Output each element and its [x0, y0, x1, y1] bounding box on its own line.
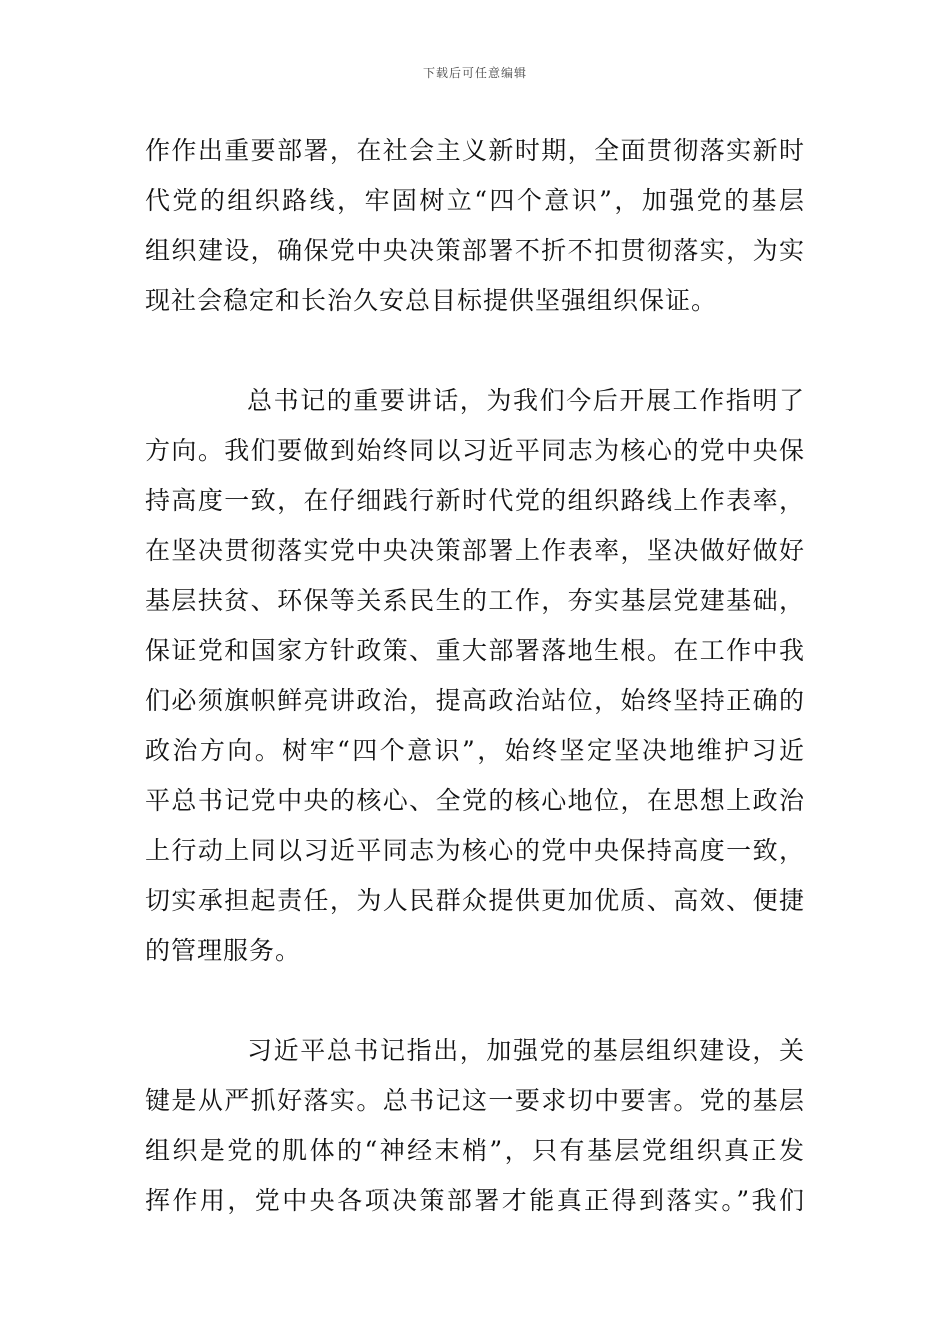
- text-line: 在坚决贯彻落实党中央决策部署上作表率，坚决做好做好: [145, 536, 805, 565]
- text-line: 保证党和国家方针政策、重大部署落地生根。在工作中我: [145, 636, 805, 665]
- page-header: 下载后可任意编辑: [422, 66, 527, 80]
- text-line: 组织建设，确保党中央决策部署不折不扣贯彻落实，为实: [145, 236, 805, 265]
- text-line: 们必须旗帜鲜亮讲政治，提高政治站位，始终坚持正确的: [145, 686, 805, 715]
- text-line: 持高度一致，在仔细践行新时代党的组织路线上作表率，: [145, 486, 805, 515]
- text-line: 切实承担起责任，为人民群众提供更加优质、高效、便捷: [145, 886, 805, 915]
- text-line: 方向。我们要做到始终同以习近平同志为核心的党中央保: [145, 436, 805, 465]
- text-line: 习近平总书记指出，加强党的基层组织建设，关: [247, 1036, 805, 1065]
- text-line: 挥作用，党中央各项决策部署才能真正得到落实。”我们: [145, 1186, 805, 1215]
- text-line: 的管理服务。: [145, 936, 302, 965]
- text-line: 组织是党的肌体的“神经末梢”，只有基层党组织真正发: [145, 1136, 805, 1165]
- text-line: 总书记的重要讲话，为我们今后开展工作指明了: [247, 386, 805, 415]
- text-line: 基层扶贫、环保等关系民生的工作，夯实基层党建基础，: [145, 586, 805, 615]
- text-line: 键是从严抓好落实。总书记这一要求切中要害。党的基层: [145, 1086, 805, 1115]
- text-line: 作作出重要部署，在社会主义新时期，全面贯彻落实新时: [145, 136, 805, 165]
- text-line: 现社会稳定和长治久安总目标提供坚强组织保证。: [145, 286, 718, 315]
- text-line: 上行动上同以习近平同志为核心的党中央保持高度一致，: [145, 836, 805, 865]
- text-line: 平总书记党中央的核心、全党的核心地位，在思想上政治: [145, 786, 805, 815]
- paragraph-1: [145, 126, 805, 326]
- text-line: 代党的组织路线，牢固树立“四个意识”，加强党的基层: [145, 186, 805, 215]
- text-line: 政治方向。树牢“四个意识”，始终坚定坚决地维护习近: [145, 736, 805, 765]
- document-body: [145, 126, 805, 1276]
- paragraph-3: [145, 1026, 805, 1226]
- paragraph-2: [145, 376, 805, 976]
